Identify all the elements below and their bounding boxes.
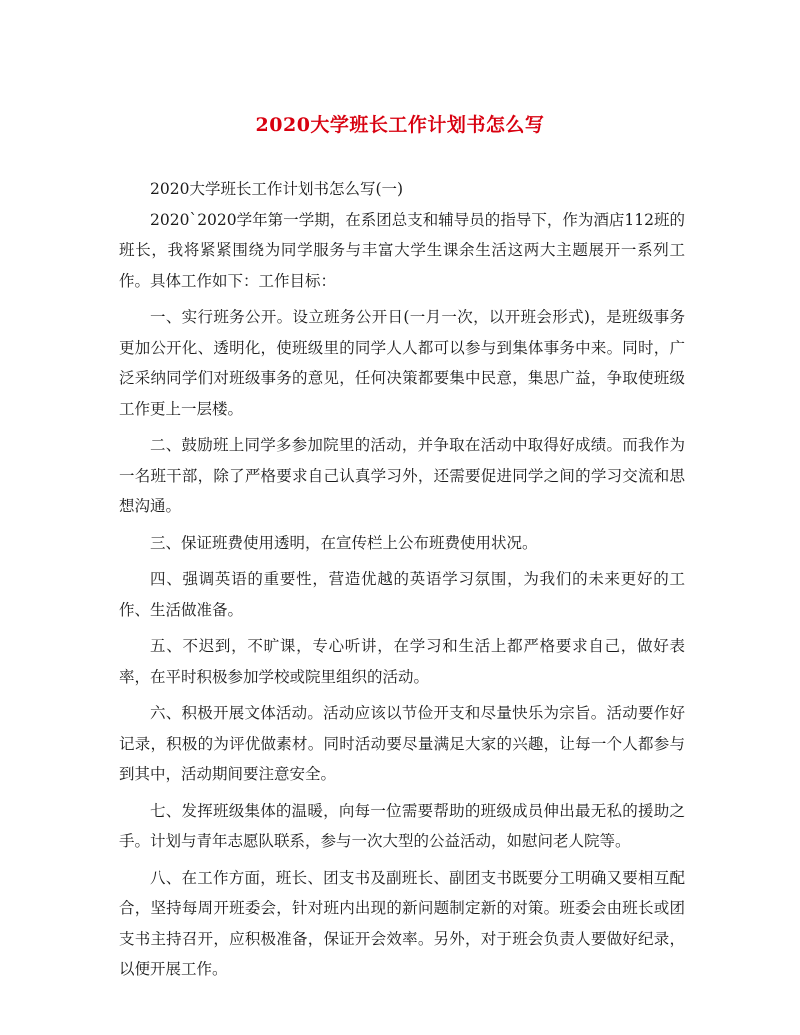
section-heading: 2020大学班长工作计划书怎么写(一)	[150, 180, 404, 198]
goal-paragraph-1: 一、实行班务公开。设立班务公开日(一月一次，以开班会形式)，是班级事务更加公开化、透明化，使班级里的同学人人都可以参与到集体事务中来。同时，广泛采纳同学们对班级事务的意见，任何决策都要集中民意，集思广益，争取使班级工作更上一层楼。	[119, 308, 685, 418]
goal-paragraph-6: 六、积极开展文体活动。活动应该以节俭开支和尽量快乐为宗旨。活动要作好记录，积极的为评优做素材。同时活动要尽量满足大家的兴趣，让每一个人都参与到其中，活动期间要注意安全。	[119, 704, 685, 783]
document-body	[119, 174, 685, 991]
goal-paragraph-3: 三、保证班费使用透明，在宣传栏上公布班费使用状况。	[150, 533, 538, 552]
goal-paragraph-2: 二、鼓励班上同学多参加院里的活动，并争取在活动中取得好成绩。而我作为一名班干部，除了严格要求自己认真学习外，还需要促进同学之间的学习交流和思想沟通。	[119, 436, 685, 515]
goal-paragraph-4: 四、强调英语的重要性，营造优越的英语学习氛围，为我们的未来更好的工作、生活做准备。	[119, 570, 685, 619]
goal-paragraph-5: 五、不迟到，不旷课，专心听讲，在学习和生活上都严格要求自己，做好表率，在平时积极参加学校或院里组织的活动。	[119, 637, 685, 686]
goal-paragraph-8: 八、在工作方面，班长、团支书及副班长、副团支书既要分工明确又要相互配合，坚持每周开班委会，针对班内出现的新问题制定新的对策。班委会由班长或团支书主持召开，应积极准备，保证开会效率。另外，对于班会负责人要做好纪录，以便开展工作。	[119, 868, 685, 978]
document-title: 2020大学班长工作计划书怎么写	[255, 114, 545, 136]
intro-paragraph: 2020`2020学年第一学期，在系团总支和辅导员的指导下，作为酒店112班的班长，我将紧紧围绕为同学服务与丰富大学生课余生活这两大主题展开一系列工作。具体工作如下：工作目标：	[119, 210, 685, 290]
goal-paragraph-7: 七、发挥班级集体的温暖，向每一位需要帮助的班级成员伸出最无私的援助之手。计划与青年志愿队联系，参与一次大型的公益活动，如慰问老人院等。	[119, 801, 685, 850]
